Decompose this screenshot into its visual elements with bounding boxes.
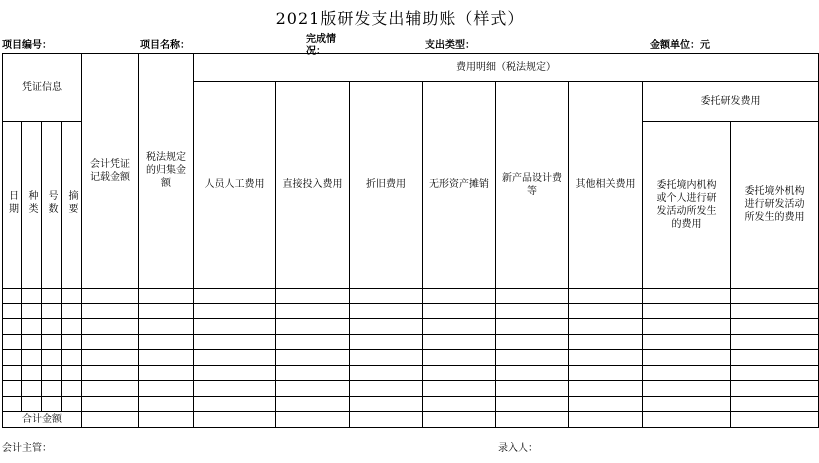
cell[interactable] [22,381,42,396]
cell[interactable] [194,381,276,396]
cell[interactable] [569,288,643,303]
cell[interactable] [569,319,643,334]
cell[interactable] [423,365,496,380]
other-label: 其他相关费用 [575,179,636,191]
cell[interactable] [569,334,643,349]
table-row [3,334,819,349]
table-row [3,396,819,411]
cell[interactable] [42,365,62,380]
summary-header [62,122,82,288]
cell[interactable] [3,334,22,349]
document-title: 2021版研发支出辅助账（样式） [275,9,525,28]
cell[interactable] [139,365,194,380]
cell[interactable] [194,412,276,428]
cell[interactable] [423,412,496,428]
cell[interactable] [62,334,82,349]
cell[interactable] [82,412,139,428]
cell[interactable] [569,350,643,365]
cell[interactable] [276,319,350,334]
cell[interactable] [350,381,423,396]
cell[interactable] [82,381,139,396]
cell[interactable] [3,288,22,303]
cell[interactable] [350,303,423,318]
cell[interactable] [194,396,276,411]
cell[interactable] [643,303,731,318]
cell[interactable] [42,319,62,334]
cell[interactable] [643,288,731,303]
cell[interactable] [3,319,22,334]
voucher-info-header [3,54,82,122]
date-label: 日期 [6,189,18,216]
voucher-total-header [82,54,139,289]
other-header [569,81,643,288]
cell[interactable] [350,350,423,365]
cell[interactable] [423,334,496,349]
cell[interactable] [62,303,82,318]
cell[interactable] [496,303,569,318]
cell[interactable] [731,396,819,411]
personnel-label: 人员人工费用 [204,179,265,191]
cell[interactable] [62,319,82,334]
cell[interactable] [82,319,139,334]
cell[interactable] [569,381,643,396]
date-header [3,122,22,288]
cell[interactable] [731,365,819,380]
cell[interactable] [82,288,139,303]
table-row [3,319,819,334]
cell[interactable] [22,334,42,349]
number-header [42,122,62,288]
direct-input-header [276,81,350,288]
cell[interactable] [62,350,82,365]
cell[interactable] [731,319,819,334]
cell[interactable] [643,381,731,396]
cell[interactable] [276,365,350,380]
cell[interactable] [82,334,139,349]
cell[interactable] [643,396,731,411]
cell[interactable] [350,288,423,303]
cell[interactable] [569,365,643,380]
cell[interactable] [731,334,819,349]
personnel-header [194,81,276,288]
cell[interactable] [276,350,350,365]
new-design-label: 新产品设计费等 [502,172,562,197]
depreciation-header [350,81,423,288]
entrusted-domestic-header [643,122,731,288]
cell[interactable] [3,365,22,380]
cell[interactable] [731,303,819,318]
table-row [3,350,819,365]
cell[interactable] [276,396,350,411]
accountant-label: 会计主管： [2,443,52,454]
cell[interactable] [22,350,42,365]
cell[interactable] [194,303,276,318]
cell[interactable] [731,288,819,303]
cell[interactable] [194,365,276,380]
cell[interactable] [496,412,569,428]
cell[interactable] [423,396,496,411]
cell[interactable] [643,412,731,428]
cell[interactable] [569,396,643,411]
cell[interactable] [276,381,350,396]
cell[interactable] [82,303,139,318]
cell[interactable] [22,396,42,411]
cell[interactable] [423,350,496,365]
cell[interactable] [62,396,82,411]
total-label: 合计金额 [22,414,62,426]
cell[interactable] [276,303,350,318]
cell[interactable] [496,381,569,396]
voucher-info-label: 凭证信息 [22,82,62,94]
cell[interactable] [496,288,569,303]
cell[interactable] [496,350,569,365]
cell[interactable] [350,334,423,349]
cell[interactable] [139,319,194,334]
project-number-label: 项目编号： [2,40,52,51]
cell[interactable] [62,288,82,303]
cell[interactable] [22,288,42,303]
cell[interactable] [276,288,350,303]
cell[interactable] [643,334,731,349]
category-header [22,122,42,288]
intangible-label: 无形资产摊销 [429,179,489,191]
table-row [3,365,819,380]
cell[interactable] [139,381,194,396]
rd-expense-ledger-table [2,53,819,428]
cell[interactable] [569,303,643,318]
cell[interactable] [139,412,194,428]
cell[interactable] [350,396,423,411]
cell[interactable] [139,303,194,318]
detail-group-label: 费用明细（税法规定） [456,61,556,73]
cell[interactable] [569,412,643,428]
cell[interactable] [62,381,82,396]
cell[interactable] [496,319,569,334]
cell[interactable] [423,288,496,303]
cell[interactable] [731,350,819,365]
cell[interactable] [276,334,350,349]
depreciation-label: 折旧费用 [366,179,406,191]
cell[interactable] [643,350,731,365]
cell[interactable] [643,365,731,380]
voucher-total-label: 会计凭证记载金额 [90,158,130,183]
cell[interactable] [42,381,62,396]
cell[interactable] [731,381,819,396]
cell[interactable] [62,365,82,380]
cell[interactable] [82,396,139,411]
cell[interactable] [42,288,62,303]
total-row [3,412,819,428]
cell[interactable] [194,288,276,303]
entry-person-label: 录入人： [498,443,538,454]
cell[interactable] [139,288,194,303]
cell[interactable] [139,396,194,411]
cell[interactable] [643,319,731,334]
cell[interactable] [276,412,350,428]
cell[interactable] [496,396,569,411]
cell[interactable] [22,365,42,380]
intangible-header [423,81,496,288]
cell[interactable] [3,303,22,318]
cell[interactable] [22,319,42,334]
number-label: 号数 [46,189,57,216]
cell[interactable] [194,334,276,349]
cell[interactable] [194,350,276,365]
entrusted-overseas-label: 委托境外机构进行研发活动所发生的费用 [744,186,805,224]
cell[interactable] [82,365,139,380]
expense-type-label: 支出类型： [425,40,475,51]
direct-input-label: 直接投入费用 [282,179,343,191]
category-label: 种类 [26,189,37,216]
cell[interactable] [42,396,62,411]
cell[interactable] [423,303,496,318]
cell[interactable] [42,350,62,365]
cell[interactable] [3,350,22,365]
total-label-cell [3,412,82,428]
entrusted-group-header [643,81,819,121]
cell[interactable] [42,303,62,318]
cell[interactable] [42,334,62,349]
cell[interactable] [496,365,569,380]
table-row [3,303,819,318]
cell[interactable] [350,412,423,428]
tax-total-label: 税法规定的归集金额 [146,152,186,190]
table-row [3,288,819,303]
cell[interactable] [3,381,22,396]
new-design-header [496,81,569,288]
amount-unit-label: 金额单位：元 [650,40,710,51]
cell[interactable] [731,412,819,428]
entrusted-domestic-label: 委托境内机构或个人进行研发活动所发生的费用 [656,179,717,230]
project-name-label: 项目名称： [140,40,190,51]
cell[interactable] [82,350,139,365]
table-row [3,381,819,396]
cell[interactable] [423,319,496,334]
cell[interactable] [496,334,569,349]
completion-label: 完成情况： [306,34,336,57]
cell[interactable] [139,350,194,365]
entrusted-overseas-header [731,122,819,288]
summary-label: 摘要 [66,189,77,216]
tax-total-header [139,54,194,289]
cell[interactable] [350,365,423,380]
entrusted-group-label: 委托研发费用 [700,96,761,108]
cell[interactable] [423,381,496,396]
detail-group-header [194,54,819,82]
cell[interactable] [350,319,423,334]
cell[interactable] [194,319,276,334]
cell[interactable] [3,396,22,411]
cell[interactable] [22,303,42,318]
cell[interactable] [139,334,194,349]
